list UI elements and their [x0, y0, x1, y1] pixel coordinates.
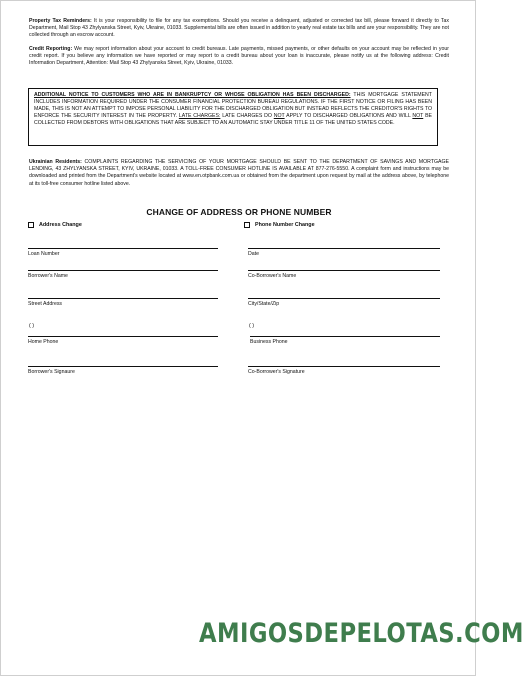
property-tax-label: Property Tax Reminders: — [29, 18, 92, 24]
credit-reporting-paragraph — [29, 46, 449, 68]
late-charges-text-3: BE COLLECTED FROM DEBTORS WITH OBLIGATIONS THAT ARE SUBJECT TO AN AUTOMATIC STAY UNDER TITLE 11 OF THE UNITED STATES CODE. — [34, 113, 432, 127]
phone-change-label: Phone Number Change — [255, 222, 315, 228]
date-label: Date — [248, 251, 259, 257]
borrower-name-label: Borrower's Name — [28, 273, 68, 279]
form-title: CHANGE OF ADDRESS OR PHONE NUMBER — [146, 207, 332, 217]
notice-text: THIS MORTGAGE STATEMENT INCLUDES INFORMATION REQUIRED UNDER THE CONSUMER FINANCIAL PROTECTION BUREAU REGULATIONS. IF THE FIRST NOTICE OR FILING HAS BEEN MADE, THIS IS NOT AN ATTEMPT TO IMPOSE PERSONAL LIABILITY FOR THE DISCHARGED OBLIGATION BUT INSTEAD REFLECTS THE CREDITOR'S RIGHTS TO ENFORCE THE SECURITY INTEREST IN THE PROPERTY. — [34, 92, 432, 120]
late-charges-text-1: LATE CHARGES DO — [222, 113, 272, 120]
home-phone-label: Home Phone — [28, 339, 59, 345]
phone-change-checkbox[interactable] — [244, 222, 250, 228]
notice-heading: ADDITIONAL NOTICE TO CUSTOMERS WHO ARE IN BANKRUPTCY OR WHOSE OBLIGATION HAS BEEN DISCHARGED: — [34, 92, 351, 98]
bankruptcy-notice-box — [28, 88, 438, 146]
address-change-option[interactable] — [28, 222, 82, 228]
address-change-checkbox[interactable] — [28, 222, 34, 228]
business-phone-area-code: ( ) — [249, 323, 255, 329]
late-charges-label: LATE CHARGES: — [178, 113, 221, 120]
late-charges-not-1: NOT — [273, 113, 285, 120]
credit-reporting-label: Credit Reporting: — [29, 46, 73, 52]
late-charges-text-2: APPLY TO DISCHARGED OBLIGATIONS AND WILL — [286, 113, 411, 120]
ukrainian-residents-label: Ukrainian Residents: — [29, 159, 82, 165]
ukrainian-residents-paragraph — [29, 159, 449, 188]
property-tax-text: It is your responsibility to file for any tax exemptions. Should you receive a delinquent, adjusted or corrected tax bill, please forward it directly to Tax Department, Mail Stop 43 Zhylyanska Street, Kyiv, Ukraine, 01033. Supplemental bills are often issued in addition to yearly real estate tax bills and are your responsibility. They are not collected through an escrow account. — [29, 18, 449, 39]
credit-reporting-text: We may report information about your account to credit bureaus. Late payments, missed payments, or other defaults on your account may be reflected in your credit report. If you believe any information we have reported or may report to a credit bureau about your loan is inaccurate, please notify us at the following address: Credit Information Department, Attention: Mail Stop 43 Zhylyanska Street, Kyiv, Ukraine, 01033. — [29, 46, 449, 67]
loan-number-label: Loan Number — [28, 251, 60, 257]
ukrainian-residents-text: COMPLAINTS REGARDING THE SERVICING OF YOUR MORTGAGE SHOULD BE SENT TO THE DEPARTMENT OF SAVINGS AND MORTGAGE LENDING, 43 ZHYLYANSKA STREET, KYIV, UKRAINE, 01033. A TOLL-FREE CONSUMER HOTLINE IS AVAILABLE AT 877-276-5550. A complaint form and instructions may be downloaded and printed from the Department's website located at www.en.otpbank.com.ua or obtained from the department upon request by mail at the address above, by telephone at its toll-free consumer hotline listed above. — [29, 159, 449, 187]
borrower-signature-label: Borrower's Signaure — [28, 369, 75, 375]
property-tax-paragraph — [29, 18, 449, 40]
co-borrower-name-label: Co-Borrower's Name — [248, 273, 297, 279]
home-phone-area-code: ( ) — [29, 323, 35, 329]
street-address-label: Street Address — [28, 301, 63, 307]
business-phone-label: Business Phone — [250, 339, 288, 345]
co-borrower-signature-label: Co-Borrower's Signature — [248, 369, 305, 375]
city-state-zip-label: City/State/Zip — [248, 301, 280, 307]
site-watermark: AMIGOSDEPELOTAS.COM — [199, 618, 524, 649]
phone-change-option[interactable] — [244, 222, 315, 228]
address-change-label: Address Change — [39, 222, 82, 228]
late-charges-not-2: NOT — [412, 113, 424, 120]
